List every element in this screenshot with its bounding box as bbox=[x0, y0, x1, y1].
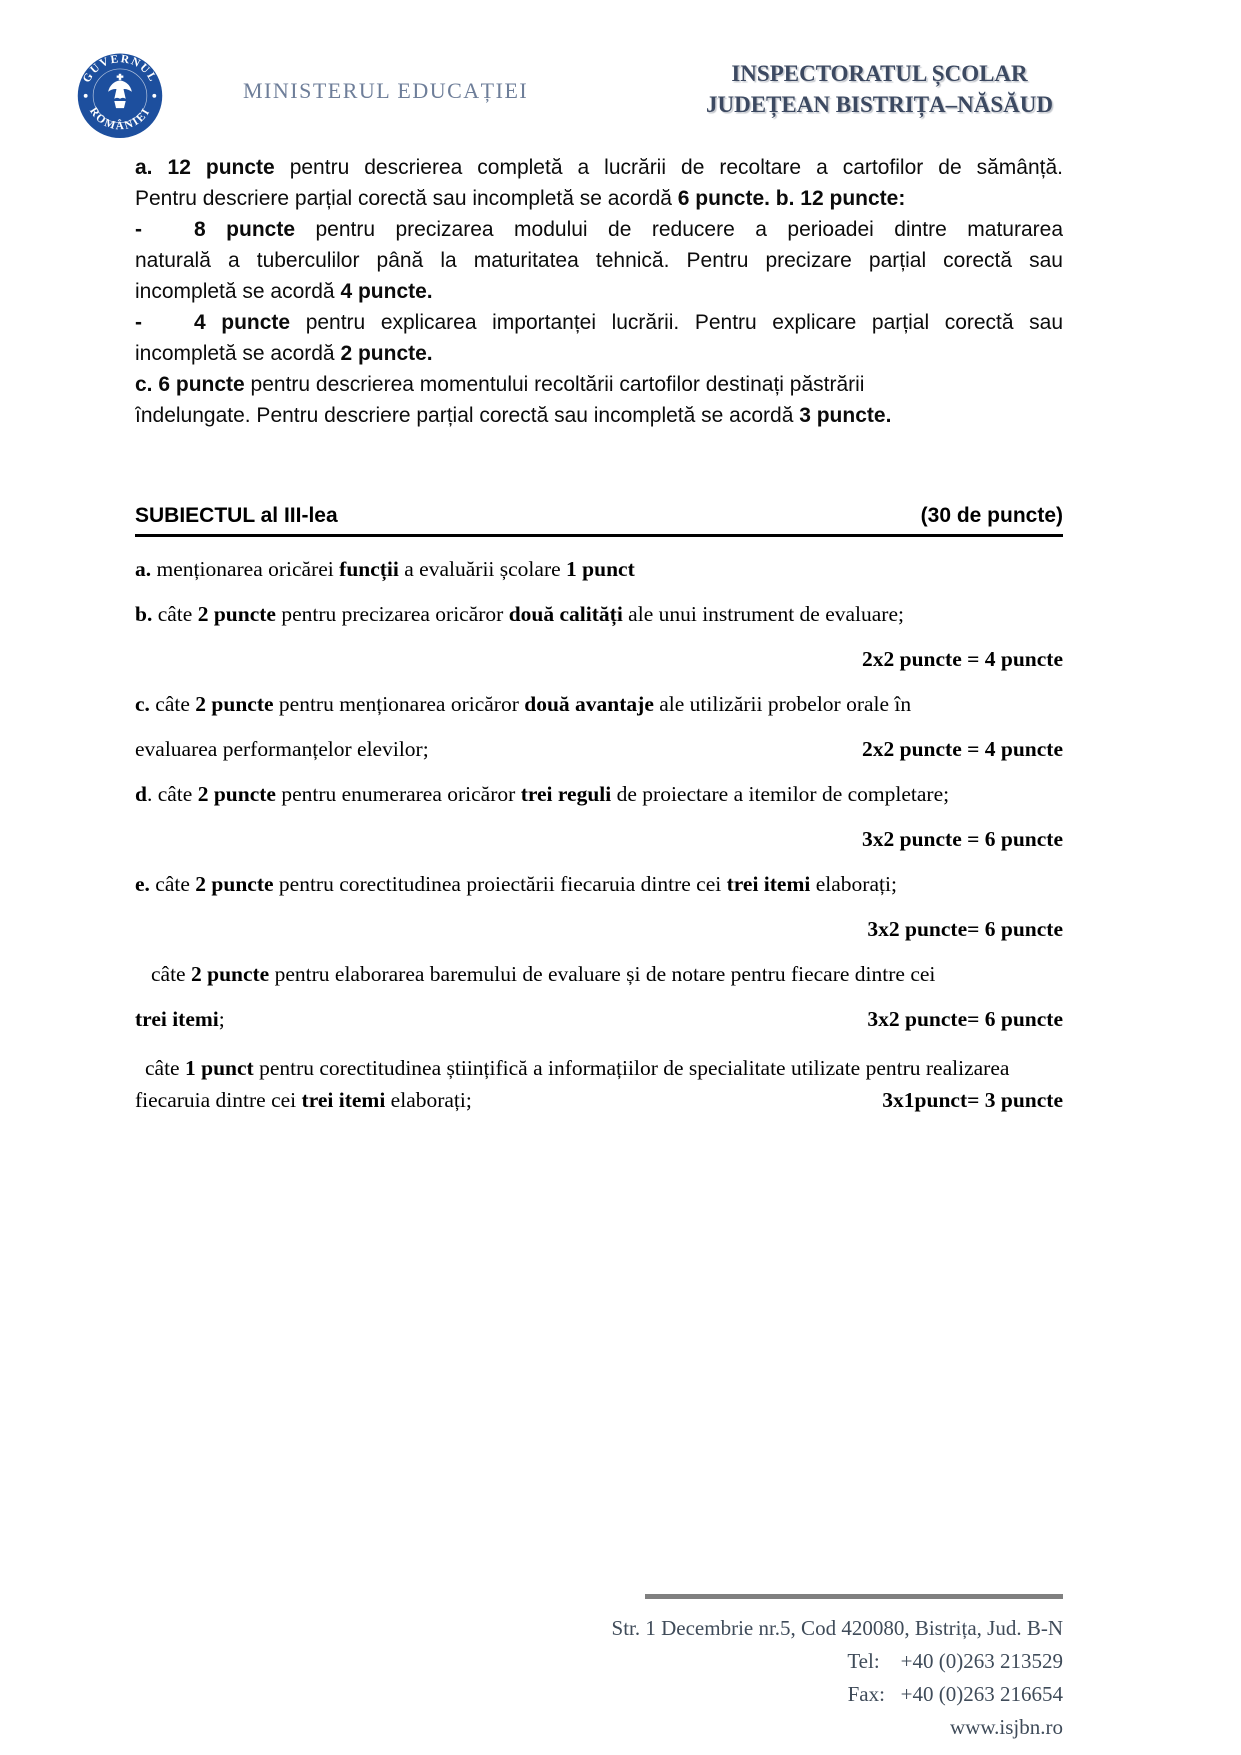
dash-item-8-puncte-line bbox=[135, 214, 1063, 245]
text-run: trei itemi bbox=[301, 1088, 386, 1112]
text-run: 3 puncte. bbox=[799, 404, 892, 427]
text-run: pentru precizarea oricăror bbox=[275, 602, 509, 626]
text-run: 8 puncte bbox=[194, 218, 316, 241]
item-g-formula: 3x1punct= 3 puncte bbox=[882, 1088, 1063, 1112]
item-f-formula: 3x2 puncte= 6 puncte bbox=[867, 1007, 1063, 1031]
text-run: 2 puncte bbox=[197, 782, 276, 806]
item-f bbox=[135, 952, 1063, 997]
text-run: 1 punct bbox=[184, 1056, 254, 1080]
text-run: trei itemi bbox=[726, 872, 811, 896]
text-run: două avantaje bbox=[524, 692, 654, 716]
text-run: câte bbox=[149, 872, 196, 896]
inspectorate-line2: JUDEȚEAN BISTRIȚA–NĂSĂUD bbox=[706, 92, 1053, 117]
inspectorate-line1: INSPECTORATUL ȘCOLAR bbox=[731, 61, 1028, 86]
item-e-formula: 3x2 puncte= 6 puncte bbox=[867, 917, 1063, 941]
text-run: funcții bbox=[339, 557, 399, 581]
paragraph-c-line bbox=[135, 400, 1063, 431]
text-run: ale unui instrument de evaluare; bbox=[622, 602, 904, 626]
seal-top-text: GUVERNUL bbox=[80, 53, 160, 85]
text-run: elaborați; bbox=[810, 872, 897, 896]
item-a bbox=[135, 547, 1063, 592]
heading-points: (30 de puncte) bbox=[920, 504, 1063, 527]
item-f-text bbox=[135, 997, 225, 1042]
dash-bullet: - bbox=[135, 218, 142, 241]
item-g-text bbox=[135, 1084, 472, 1116]
text-run: ; bbox=[218, 1007, 225, 1031]
text-run: pentru explicarea importanței lucrării. Pentru explicare parțial corectă sau bbox=[305, 311, 1063, 334]
text-run: 1 punct bbox=[566, 557, 635, 581]
text-run: e. bbox=[135, 872, 150, 896]
dash-item-4-puncte-line bbox=[135, 307, 1063, 338]
item-b bbox=[135, 592, 1063, 637]
paragraph-a-line bbox=[135, 183, 1063, 214]
paragraph-c-line bbox=[135, 369, 1063, 400]
item-d-formula: 3x2 puncte = 6 puncte bbox=[862, 827, 1063, 851]
item-e bbox=[135, 862, 1063, 907]
text-run: pentru descrierea completă a lucrării de recoltare a cartofilor de sămânță. bbox=[289, 156, 1063, 179]
footer-phone: Tel: +40 (0)263 213529 bbox=[847, 1649, 1063, 1673]
text-run: Pentru descriere parțial corectă sau incompletă se acordă bbox=[135, 187, 678, 210]
rubric-subiect2-section bbox=[135, 152, 1063, 431]
text-run: câte bbox=[149, 692, 196, 716]
inspectorate-title bbox=[706, 58, 1053, 120]
text-run: câte bbox=[145, 1056, 185, 1080]
ministry-title: MINISTERUL EDUCAȚIEI bbox=[243, 78, 529, 103]
text-run: c. bbox=[135, 692, 150, 716]
text-run: c. 6 puncte bbox=[135, 373, 251, 396]
text-run: d bbox=[135, 782, 147, 806]
text-run: pentru precizarea modului de reducere a perioadei dintre maturarea bbox=[315, 218, 1063, 241]
text-run: 2 puncte bbox=[195, 872, 274, 896]
text-run: fiecaruia dintre cei bbox=[135, 1088, 302, 1112]
text-run: incompletă se acordă bbox=[135, 280, 341, 303]
item-g-line bbox=[135, 1052, 1063, 1084]
text-run: a evaluării școlare bbox=[398, 557, 567, 581]
text-run: pentru corectitudinea proiectării fiecaruia dintre cei bbox=[273, 872, 727, 896]
item-g bbox=[135, 1052, 1063, 1116]
text-run: 2 puncte. bbox=[340, 342, 433, 365]
text-run: 2 puncte bbox=[195, 692, 274, 716]
item-c-formula: 2x2 puncte = 4 puncte bbox=[862, 737, 1063, 761]
heading-title: SUBIECTUL al III-lea bbox=[135, 504, 338, 527]
government-of-romania-seal-logo bbox=[76, 50, 164, 138]
dash-item-8-puncte-line bbox=[135, 245, 1063, 276]
text-run: b. bbox=[135, 602, 153, 626]
text-run: pentru enumerarea oricăror bbox=[275, 782, 521, 806]
text-run: trei itemi bbox=[135, 1007, 219, 1031]
text-run: 2 puncte bbox=[197, 602, 276, 626]
text-run: a. 12 puncte bbox=[135, 156, 290, 179]
text-run: 4 puncte bbox=[194, 311, 306, 334]
footer-divider-bar bbox=[645, 1594, 1063, 1599]
subiectul-3-rubric bbox=[135, 547, 1063, 1116]
dash-item-8-puncte-line bbox=[135, 276, 1063, 307]
text-run: 4 puncte. bbox=[340, 280, 433, 303]
text-run: naturală a tuberculilor până la maturitatea tehnică. Pentru precizare parțial corectă sau bbox=[135, 249, 1063, 272]
text-run: 2 puncte bbox=[190, 962, 270, 986]
text-run: pentru corectitudinea științifică a informațiilor de specialitate utilizate pentru realizarea bbox=[253, 1056, 1010, 1080]
dash-bullet: - bbox=[135, 311, 142, 334]
text-run: a. bbox=[135, 557, 152, 581]
seal-bottom-text: ROMÂNIEI bbox=[87, 105, 153, 133]
item-b-formula: 2x2 puncte = 4 puncte bbox=[862, 647, 1063, 671]
seal-left-dot bbox=[84, 94, 88, 98]
text-run: menționarea oricărei bbox=[151, 557, 340, 581]
footer-website: www.isjbn.ro bbox=[950, 1715, 1063, 1739]
text-run: pentru descrierea momentului recoltării cartofilor destinați păstrării bbox=[250, 373, 865, 396]
text-run: . câte bbox=[146, 782, 198, 806]
text-run: elaborați; bbox=[385, 1088, 472, 1112]
text-run: ale utilizării probelor orale în bbox=[653, 692, 912, 716]
paragraph-a-line bbox=[135, 152, 1063, 183]
dash-item-4-puncte-line bbox=[135, 338, 1063, 369]
item-g-continued bbox=[135, 1084, 1063, 1116]
footer-address: Str. 1 Decembrie nr.5, Cod 420080, Bistrița, Jud. B-N bbox=[611, 1616, 1063, 1640]
text-run: îndelungate. Pentru descriere parțial corectă sau incompletă se acordă bbox=[135, 404, 800, 427]
subiectul-3-heading bbox=[135, 503, 1063, 537]
document-body bbox=[135, 152, 1063, 1116]
text-run: câte bbox=[152, 602, 198, 626]
item-c bbox=[135, 682, 1063, 727]
text-run: trei reguli bbox=[520, 782, 612, 806]
text-run: incompletă se acordă bbox=[135, 342, 341, 365]
seal-right-dot bbox=[152, 94, 156, 98]
text-run: de proiectare a itemilor de completare; bbox=[611, 782, 950, 806]
item-c-continued bbox=[135, 727, 1063, 772]
text-run: două calități bbox=[508, 602, 623, 626]
text-run: câte bbox=[151, 962, 191, 986]
text-run: pentru menționarea oricăror bbox=[273, 692, 525, 716]
text-run: pentru elaborarea baremului de evaluare și de notare pentru fiecare dintre cei bbox=[269, 962, 936, 986]
footer-contact-block bbox=[612, 1612, 1063, 1744]
footer-fax: Fax: +40 (0)263 216654 bbox=[847, 1682, 1063, 1706]
item-f-continued bbox=[135, 997, 1063, 1042]
item-d bbox=[135, 772, 1063, 817]
item-c-text: evaluarea performanțelor elevilor; bbox=[135, 737, 429, 761]
text-run: 6 puncte. b. 12 puncte: bbox=[677, 187, 906, 210]
